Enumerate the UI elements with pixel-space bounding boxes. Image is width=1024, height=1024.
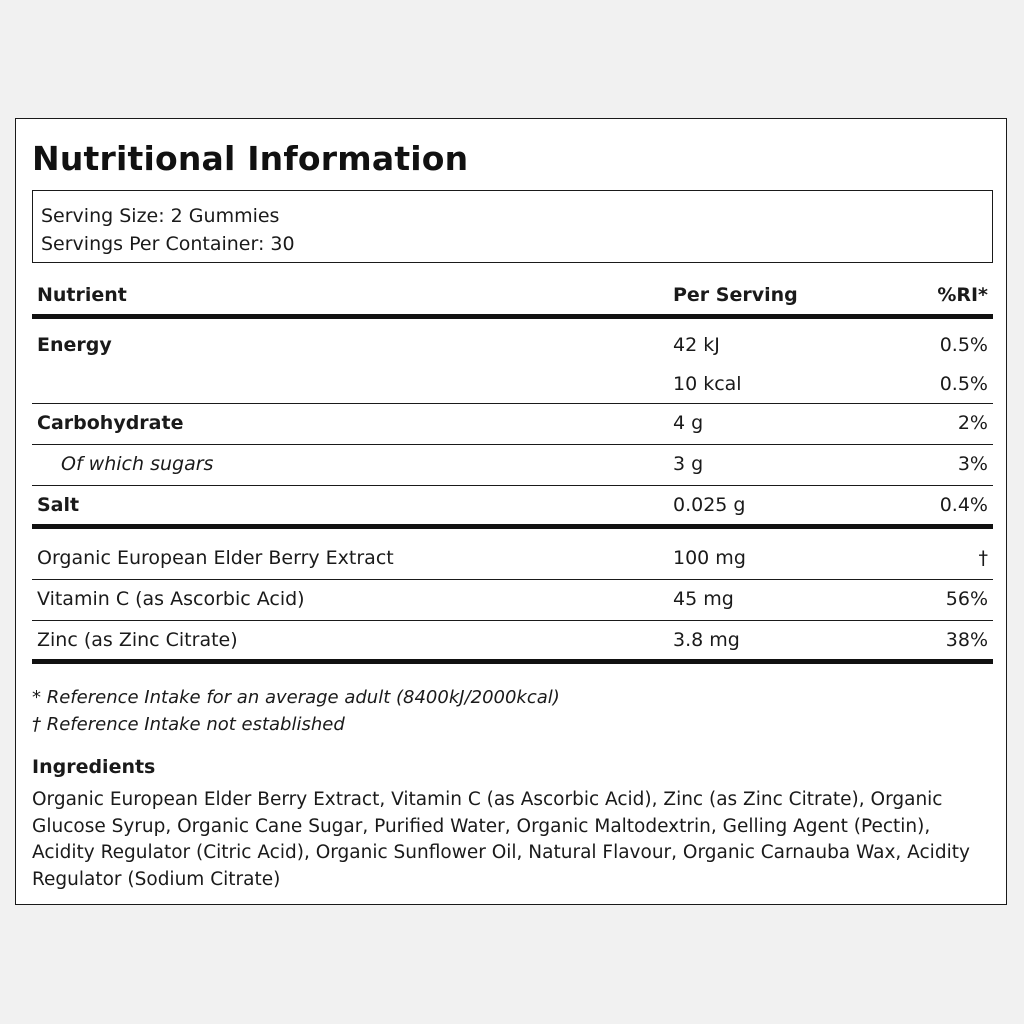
nutrient-name-elderberry: Organic European Elder Berry Extract bbox=[37, 547, 394, 569]
carbohydrate-value: 4 g bbox=[673, 412, 704, 434]
table-row-zinc bbox=[32, 621, 993, 664]
ingredients-heading: Ingredients bbox=[32, 756, 156, 778]
energy-kj-value: 42 kJ bbox=[673, 334, 720, 356]
table-row-salt bbox=[32, 486, 993, 529]
elderberry-value: 100 mg bbox=[673, 547, 746, 569]
nutrient-name-energy: Energy bbox=[37, 334, 112, 356]
nutrient-name-carbohydrate: Carbohydrate bbox=[37, 412, 184, 434]
ingredients-text: Organic European Elder Berry Extract, Vitamin C (as Ascorbic Acid), Zinc (as Zinc Citrate), Organic Glucose Syrup, Organic Cane Sugar, Purified Water, Organic Maltodextrin, Gelling Agent (Pectin), Acidity Regulator (Citric Acid), Organic Sunflower Oil, Natural Flavour, Organic Carnauba Wax, Acidity Regulator (Sodium Citrate) bbox=[32, 789, 970, 890]
zinc-value: 3.8 mg bbox=[673, 629, 740, 651]
nutrient-name-sugars: Of which sugars bbox=[61, 453, 214, 475]
footnotes bbox=[32, 684, 560, 738]
sugars-ri: 3% bbox=[957, 453, 988, 475]
salt-ri: 0.4% bbox=[939, 494, 988, 516]
sugars-value: 3 g bbox=[673, 453, 704, 475]
salt-value: 0.025 g bbox=[673, 494, 746, 516]
nutrient-name-zinc: Zinc (as Zinc Citrate) bbox=[37, 629, 238, 651]
page-title: Nutritional Information bbox=[32, 139, 469, 178]
servings-per-container: Servings Per Container: 30 bbox=[41, 233, 295, 255]
nutrition-panel bbox=[15, 118, 1007, 905]
table-row-sugars bbox=[32, 445, 993, 486]
table-row-vitamin-c bbox=[32, 580, 993, 621]
header-ri: %RI* bbox=[937, 284, 988, 306]
serving-size: Serving Size: 2 Gummies bbox=[41, 205, 280, 227]
header-nutrient: Nutrient bbox=[37, 284, 127, 306]
elderberry-ri: † bbox=[978, 547, 988, 569]
footnote-ri: * Reference Intake for an average adult (8400kJ/2000kcal) bbox=[32, 687, 560, 708]
energy-kcal-ri: 0.5% bbox=[939, 373, 988, 395]
serving-info-box bbox=[32, 190, 993, 263]
table-row-carbohydrate bbox=[32, 404, 993, 445]
nutrient-name-salt: Salt bbox=[37, 494, 80, 516]
footnote-dagger: † Reference Intake not established bbox=[32, 714, 345, 735]
header-per-serving: Per Serving bbox=[673, 284, 798, 306]
table-header bbox=[32, 279, 993, 319]
table-row-energy bbox=[32, 319, 993, 404]
nutrition-table bbox=[32, 279, 993, 664]
energy-kj-ri: 0.5% bbox=[939, 334, 988, 356]
zinc-ri: 38% bbox=[945, 629, 988, 651]
table-row-elderberry bbox=[32, 529, 993, 580]
vitamin-c-ri: 56% bbox=[945, 588, 988, 610]
energy-kcal-value: 10 kcal bbox=[673, 373, 742, 395]
nutrient-name-vitamin-c: Vitamin C (as Ascorbic Acid) bbox=[37, 588, 305, 610]
carbohydrate-ri: 2% bbox=[957, 412, 988, 434]
vitamin-c-value: 45 mg bbox=[673, 588, 734, 610]
